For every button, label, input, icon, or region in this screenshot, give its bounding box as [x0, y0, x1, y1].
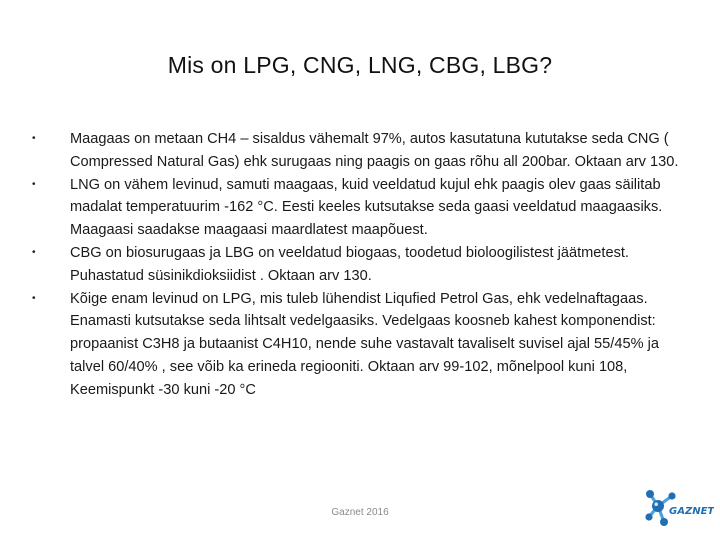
slide-title: Mis on LPG, CNG, LNG, CBG, LBG? — [167, 52, 553, 78]
bullet-dot: • — [32, 133, 36, 144]
bullet-dot: • — [32, 292, 36, 304]
bullet-text: Kõige enam levinud on LPG, mis tuleb lühendist Liqufied Petrol Gas, ehk vedelnaftagaas. Enamasti kutsutakse seda lihtsalt vedelgaasiks. Vedelgaas koosneb kahest komponendist: propaanist C3H8 ja butaanist C4H10, nende suhe vastavalt tavaliselt suvisel ajal 55/45% ja talvel 60/40% , see võib ka erineda regiooniti. Oktaan arv 99-102, mõnelpool kuni 108, Keemispunkt -30 kuni -20 °C — [70, 290, 659, 398]
bullet-item-cng — [30, 128, 690, 174]
bullet-list — [30, 128, 690, 402]
bullet-dot: • — [32, 246, 36, 258]
bullet-text: Maagaas on metaan CH4 – sisaldus vähemalt 97%, autos kasutatuna kututakse seda CNG ( Compressed Natural Gas) ehk surugaas ning paagis on gaas rõhu all 200bar. Oktaan arv 130. — [70, 131, 679, 170]
bullet-item-cbg-lbg — [30, 242, 690, 288]
bullet-text: LNG on vähem levinud, samuti maagaas, kuid veeldatud kujul ehk paagis olev gaas säilitab madalat temperatuurim -162 °C. Eesti keeles kutsutakse seda gaasi veeldatud maagaasiks. Maagaasi saadakse maagaasi maardlatest maapõuest. — [70, 176, 663, 239]
bullet-item-lng — [30, 174, 690, 242]
molecule-logo-icon — [642, 484, 714, 532]
bullet-text: CBG on biosurugaas ja LBG on veeldatud biogaas, toodetud bioloogilistest jäätmetest. Puhastatud süsinikdioksiidist . Oktaan arv 130. — [70, 244, 629, 284]
bullet-item-lpg — [30, 288, 690, 402]
logo-text: GAZNET — [669, 506, 714, 517]
footer-text: Gaznet 2016 — [331, 507, 389, 518]
bullet-dot: • — [32, 178, 36, 190]
